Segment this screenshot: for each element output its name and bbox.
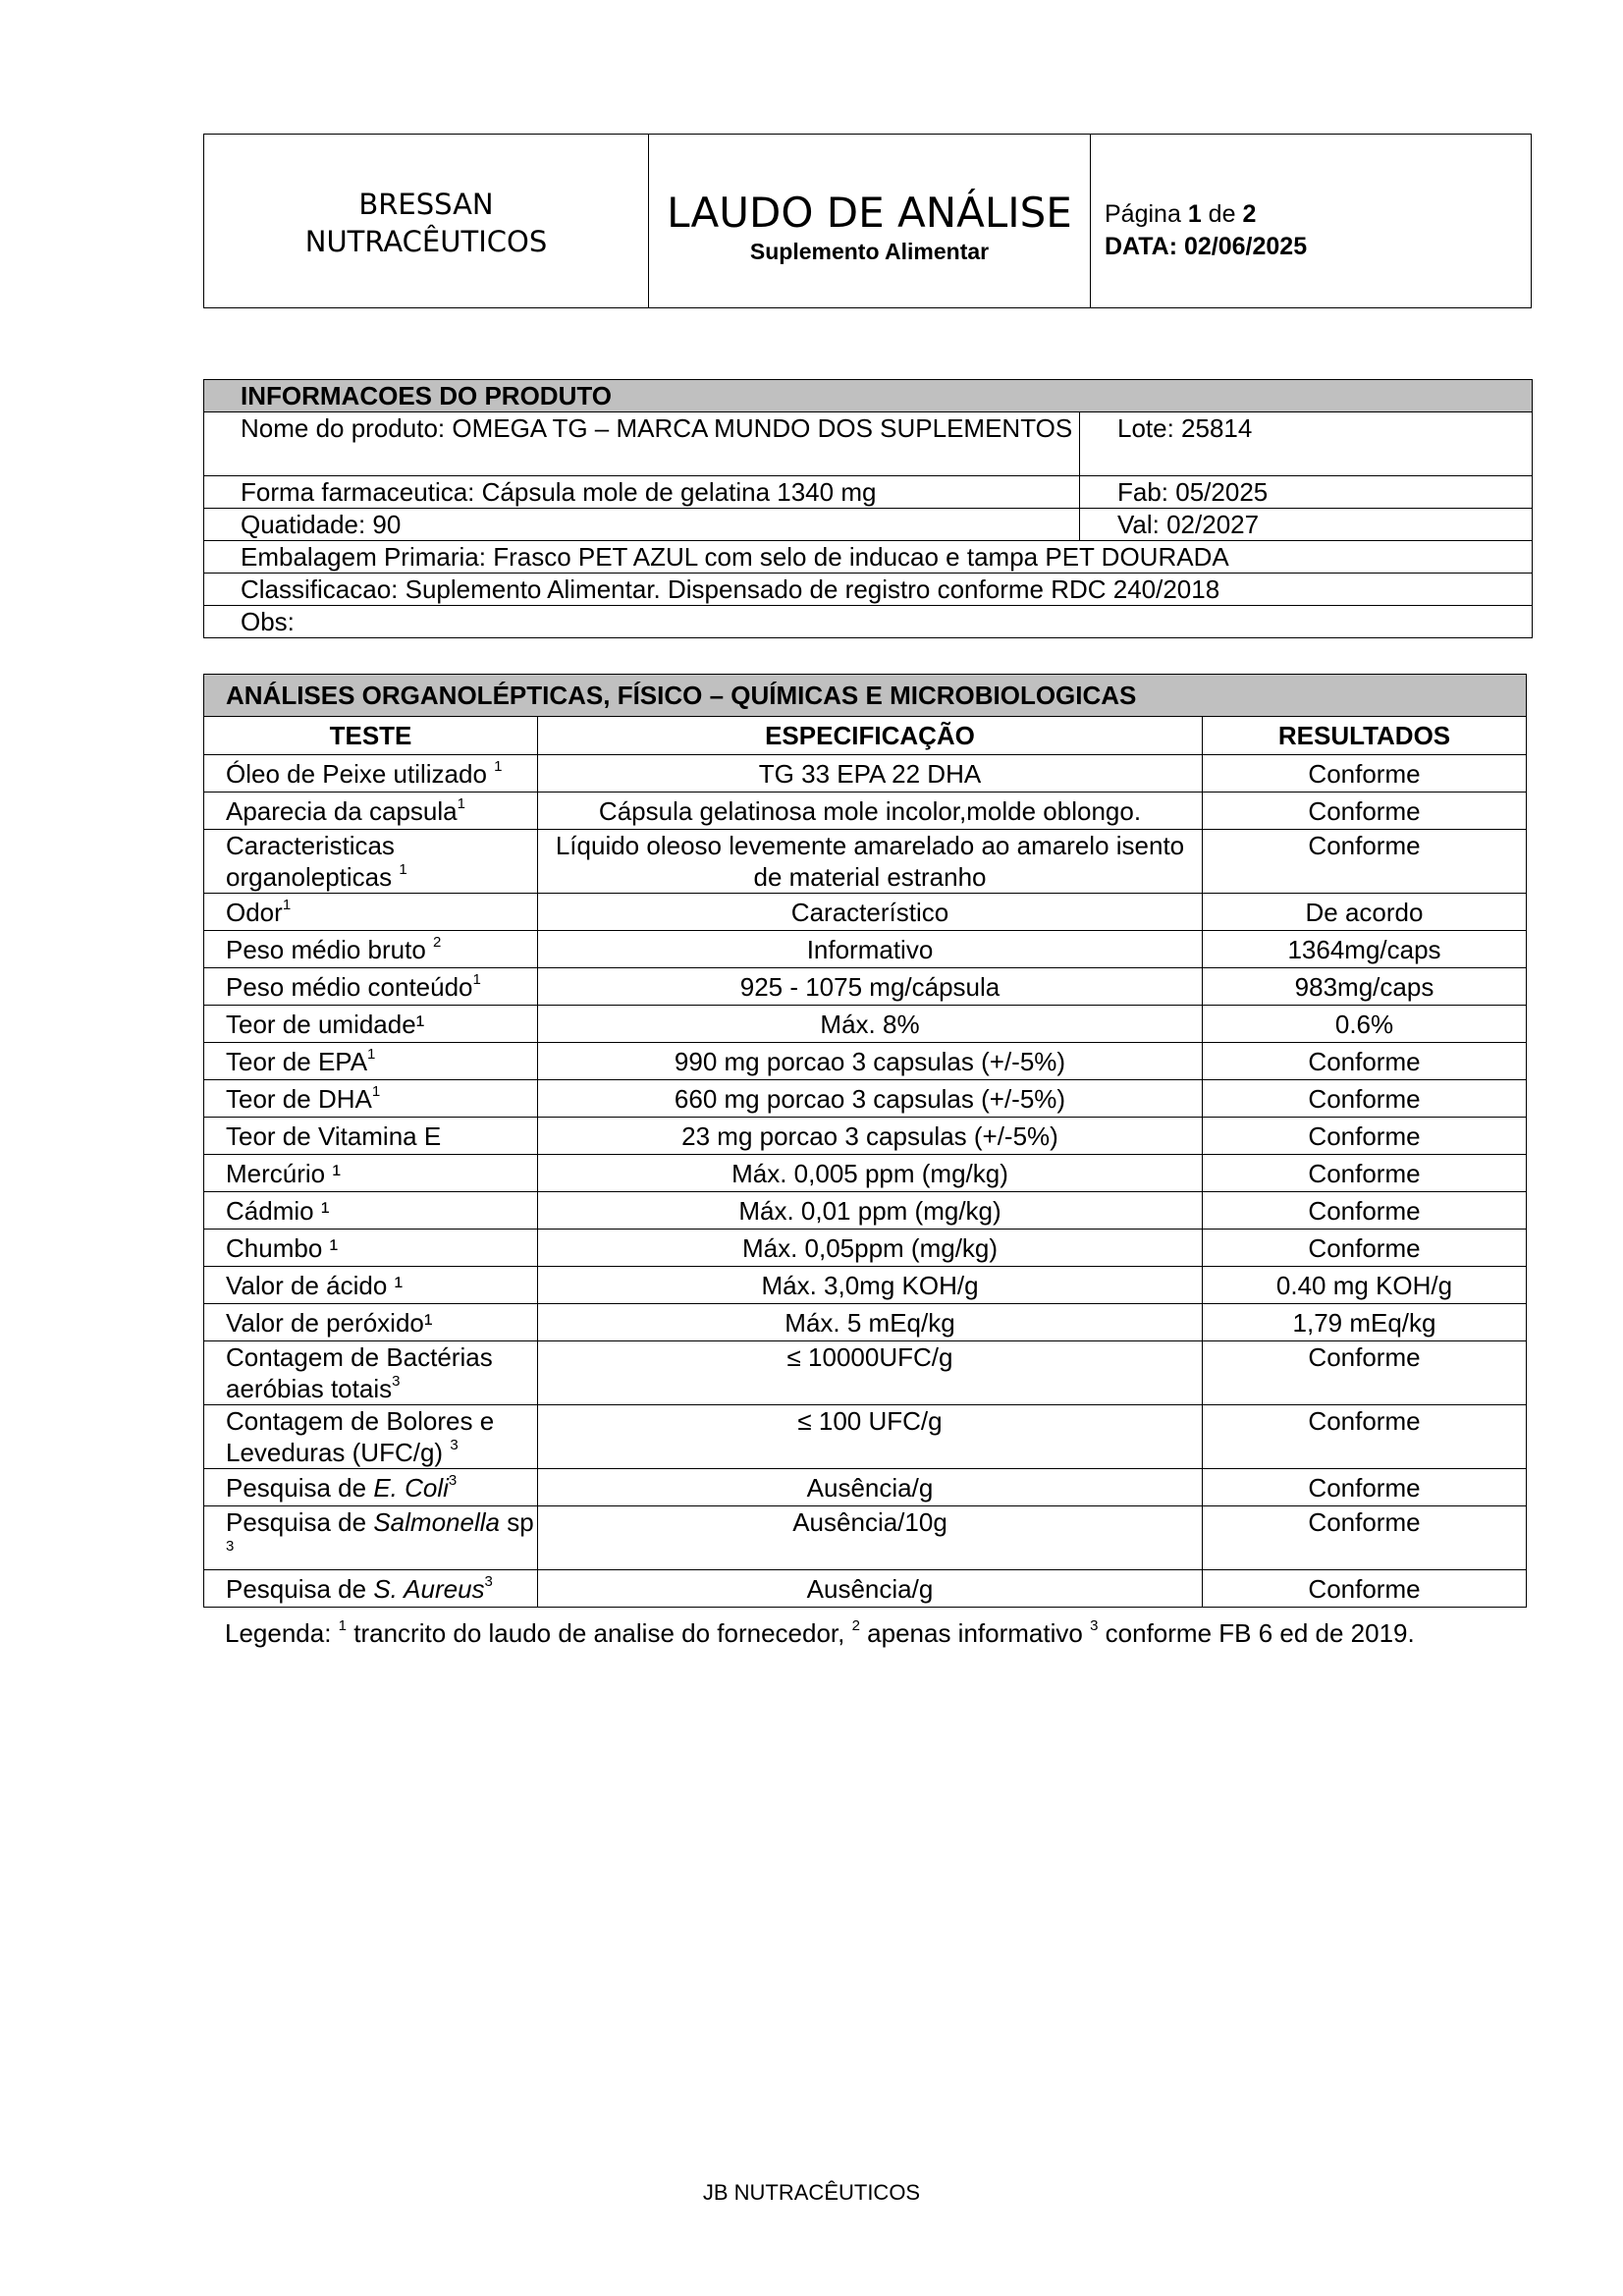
result: Conforme: [1203, 1570, 1527, 1608]
test-name-test-italic: Salmonella: [373, 1507, 500, 1537]
specification: Máx. 0,005 ppm (mg/kg): [538, 1155, 1203, 1192]
product-obs: Obs:: [204, 606, 1533, 638]
result: De acordo: [1203, 894, 1527, 931]
specification: 990 mg porcao 3 capsulas (+/-5%): [538, 1043, 1203, 1080]
test-name-sup: 3: [392, 1373, 401, 1391]
product-section-title: INFORMACOES DO PRODUTO: [204, 380, 1533, 412]
test-name-test: Teor de Vitamina E: [226, 1121, 442, 1151]
specification: ≤ 100 UFC/g: [538, 1405, 1203, 1469]
result: Conforme: [1203, 1469, 1527, 1506]
product-fab: Fab: 05/2025: [1080, 476, 1533, 509]
specification: 23 mg porcao 3 capsulas (+/-5%): [538, 1118, 1203, 1155]
test-name-test-plain: Pesquisa de: [226, 1472, 374, 1503]
legend: [225, 1617, 1415, 1649]
analysis-table: [203, 674, 1527, 1608]
page-total: 2: [1242, 200, 1257, 228]
test-name: [204, 1006, 538, 1043]
test-name-sup: 1: [494, 757, 503, 775]
test-name-test: Chumbo ¹: [226, 1232, 339, 1263]
table-row: [204, 1192, 1527, 1230]
test-name-test-plain: Pesquisa de: [226, 1507, 374, 1537]
result: Conforme: [1203, 1506, 1527, 1570]
specification: Ausência/10g: [538, 1506, 1203, 1570]
result: Conforme: [1203, 1341, 1527, 1405]
test-name: [204, 1469, 538, 1506]
test-name-sup: 1: [457, 794, 465, 812]
product-classificacao: Classificacao: Suplemento Alimentar. Dispensado de registro conforme RDC 240/2018: [204, 574, 1533, 606]
test-name-test: Teor de umidade¹: [226, 1009, 425, 1039]
test-name-test: Teor de DHA: [226, 1083, 372, 1114]
result: 0.40 mg KOH/g: [1203, 1267, 1527, 1304]
test-name-sup: 3: [448, 1471, 458, 1489]
page-info: [1091, 135, 1531, 307]
test-name-sup: 2: [433, 933, 442, 951]
test-name-test: Mercúrio ¹: [226, 1158, 342, 1188]
page-of: de: [1208, 200, 1236, 228]
test-name-sup: 3: [484, 1572, 493, 1590]
column-header-result: RESULTADOS: [1203, 717, 1527, 755]
column-header-test: TESTE: [204, 717, 538, 755]
legend-text-3: conforme FB 6 ed de 2019.: [1098, 1618, 1415, 1648]
analysis-rows: [204, 755, 1527, 1608]
table-row: [204, 894, 1527, 931]
result: Conforme: [1203, 793, 1527, 830]
test-name: [204, 1341, 538, 1405]
specification: Máx. 0,01 ppm (mg/kg): [538, 1192, 1203, 1230]
test-name: [204, 968, 538, 1006]
result: Conforme: [1203, 1080, 1527, 1118]
test-name: [204, 793, 538, 830]
result: Conforme: [1203, 1155, 1527, 1192]
test-name: [204, 1267, 538, 1304]
company-line-2: NUTRACÊUTICOS: [304, 225, 548, 258]
page-label: Página: [1105, 200, 1181, 228]
table-row: [204, 1080, 1527, 1118]
result: Conforme: [1203, 755, 1527, 793]
document-title-cell: [649, 135, 1091, 307]
legend-sup-2: 2: [851, 1617, 860, 1635]
test-name: [204, 1080, 538, 1118]
legend-text-2: apenas informativo: [859, 1618, 1091, 1648]
test-name-test-plain: Pesquisa de: [226, 1573, 374, 1604]
legend-sup-3: 3: [1090, 1617, 1099, 1635]
test-name-sup: 1: [282, 896, 292, 913]
table-row: [204, 1043, 1527, 1080]
test-name: [204, 1304, 538, 1341]
test-name-test: Peso médio conteúdo: [226, 971, 473, 1002]
test-name-test: Contagem de Bactérias aeróbias totais: [226, 1342, 493, 1403]
specification: Líquido oleoso levemente amarelado ao amarelo isento de material estranho: [538, 830, 1203, 894]
product-info-table: [203, 379, 1533, 638]
test-name-test: Valor de ácido ¹: [226, 1270, 404, 1300]
result: Conforme: [1203, 830, 1527, 894]
table-row: [204, 1570, 1527, 1608]
test-name: [204, 1405, 538, 1469]
table-row: [204, 1469, 1527, 1506]
test-name: [204, 1230, 538, 1267]
specification: 660 mg porcao 3 capsulas (+/-5%): [538, 1080, 1203, 1118]
result: Conforme: [1203, 1192, 1527, 1230]
test-name: [204, 755, 538, 793]
table-row: [204, 968, 1527, 1006]
document-date: DATA: 02/06/2025: [1105, 233, 1308, 260]
test-name-test-after: sp: [499, 1507, 534, 1537]
result: 1,79 mEq/kg: [1203, 1304, 1527, 1341]
specification: Ausência/g: [538, 1469, 1203, 1506]
result: Conforme: [1203, 1118, 1527, 1155]
page-current: 1: [1187, 200, 1202, 228]
result: 0.6%: [1203, 1006, 1527, 1043]
test-name: [204, 1155, 538, 1192]
test-name-test: Valor de peróxido¹: [226, 1307, 433, 1338]
specification: Máx. 5 mEq/kg: [538, 1304, 1203, 1341]
table-row: [204, 1006, 1527, 1043]
test-name-test: Odor: [226, 897, 283, 927]
product-val: Val: 02/2027: [1080, 509, 1533, 541]
test-name: [204, 830, 538, 894]
test-name-test: Contagem de Bolores e Leveduras (UFC/g): [226, 1406, 495, 1467]
test-name: [204, 1192, 538, 1230]
table-row: [204, 1155, 1527, 1192]
test-name-sup: 1: [367, 1045, 376, 1063]
page-number: [1105, 198, 1531, 231]
company-line-1: BRESSAN: [358, 188, 494, 221]
table-row: [204, 755, 1527, 793]
table-row: [204, 1304, 1527, 1341]
product-lote: Lote: 25814: [1080, 412, 1533, 476]
analysis-section-title: ANÁLISES ORGANOLÉPTICAS, FÍSICO – QUÍMICAS E MICROBIOLOGICAS: [204, 675, 1527, 717]
product-forma: Forma farmaceutica: Cápsula mole de gelatina 1340 mg: [204, 476, 1080, 509]
table-row: [204, 830, 1527, 894]
test-name-test: Aparecia da capsula: [226, 795, 458, 826]
table-row: [204, 931, 1527, 968]
test-name-sup: 3: [450, 1437, 459, 1454]
specification: TG 33 EPA 22 DHA: [538, 755, 1203, 793]
test-name: [204, 1043, 538, 1080]
test-name-test: Teor de EPA: [226, 1046, 368, 1076]
specification: Máx. 0,05ppm (mg/kg): [538, 1230, 1203, 1267]
test-name-sup: 1: [472, 970, 481, 988]
test-name-sup: 3: [226, 1538, 235, 1556]
legend-text-1: trancrito do laudo de analise do fornecedor,: [347, 1618, 852, 1648]
table-row: [204, 1506, 1527, 1570]
table-row: [204, 1405, 1527, 1469]
product-embalagem: Embalagem Primaria: Frasco PET AZUL com selo de inducao e tampa PET DOURADA: [204, 541, 1533, 574]
document-header: [203, 134, 1532, 308]
product-quantidade: Quatidade: 90: [204, 509, 1080, 541]
legend-sup-1: 1: [338, 1617, 348, 1635]
test-name: [204, 1570, 538, 1608]
specification: Ausência/g: [538, 1570, 1203, 1608]
specification: Informativo: [538, 931, 1203, 968]
specification: ≤ 10000UFC/g: [538, 1341, 1203, 1405]
table-row: [204, 1230, 1527, 1267]
document-title: LAUDO DE ANÁLISE: [667, 189, 1072, 237]
legend-prefix: Legenda:: [225, 1618, 339, 1648]
test-name-test-italic: S. Aureus: [373, 1573, 485, 1604]
table-row: [204, 1267, 1527, 1304]
test-name: [204, 931, 538, 968]
table-row: [204, 1118, 1527, 1155]
column-header-spec: ESPECIFICAÇÃO: [538, 717, 1203, 755]
product-name: Nome do produto: OMEGA TG – MARCA MUNDO DOS SUPLEMENTOS: [204, 412, 1080, 476]
test-name-sup: 1: [399, 861, 407, 879]
document-subtitle: Suplemento Alimentar: [749, 239, 990, 264]
test-name-test: Óleo de Peixe utilizado: [226, 758, 495, 789]
test-name: [204, 1118, 538, 1155]
company-name: [204, 135, 649, 307]
result: Conforme: [1203, 1043, 1527, 1080]
specification: Cápsula gelatinosa mole incolor,molde oblongo.: [538, 793, 1203, 830]
table-row: [204, 793, 1527, 830]
result: 1364mg/caps: [1203, 931, 1527, 968]
table-row: [204, 1341, 1527, 1405]
result: 983mg/caps: [1203, 968, 1527, 1006]
page-footer: JB NUTRACÊUTICOS: [702, 2180, 921, 2205]
test-name-test: Caracteristicas organolepticas: [226, 831, 400, 892]
test-name-test: Peso médio bruto: [226, 934, 434, 964]
test-name-test-italic: E. Coli: [373, 1472, 449, 1503]
result: Conforme: [1203, 1405, 1527, 1469]
specification: Máx. 3,0mg KOH/g: [538, 1267, 1203, 1304]
result: Conforme: [1203, 1230, 1527, 1267]
specification: Característico: [538, 894, 1203, 931]
test-name-sup: 1: [371, 1082, 381, 1100]
specification: Máx. 8%: [538, 1006, 1203, 1043]
test-name-test: Cádmio ¹: [226, 1195, 330, 1226]
specification: 925 - 1075 mg/cápsula: [538, 968, 1203, 1006]
test-name: [204, 894, 538, 931]
test-name: [204, 1506, 538, 1570]
